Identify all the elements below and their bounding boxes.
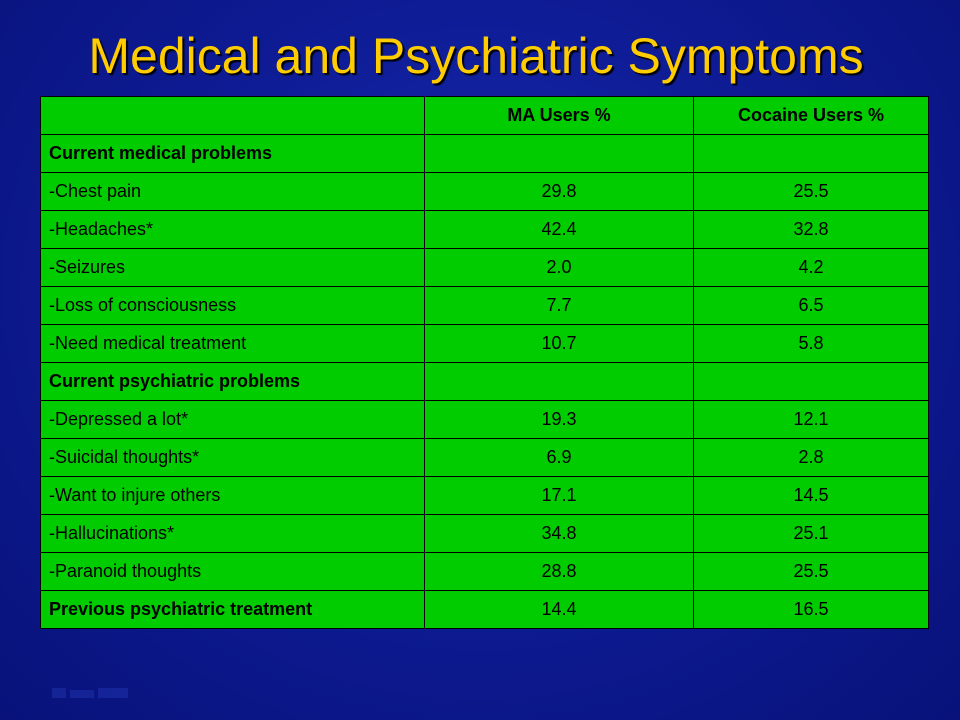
table-row (41, 439, 929, 477)
row-label: -Seizures (41, 249, 425, 287)
table-row (41, 173, 929, 211)
cocaine-value: 2.8 (694, 439, 929, 477)
ma-value: 6.9 (425, 439, 694, 477)
ma-value: 34.8 (425, 515, 694, 553)
cocaine-value: 32.8 (694, 211, 929, 249)
table-row (41, 553, 929, 591)
slide-title: Medical and Psychiatric Symptoms (88, 28, 864, 84)
row-label: -Hallucinations* (41, 515, 425, 553)
ma-value: 42.4 (425, 211, 694, 249)
ma-value: 10.7 (425, 325, 694, 363)
row-label: -Loss of consciousness (41, 287, 425, 325)
table-row (41, 363, 929, 401)
cocaine-value: 16.5 (694, 591, 929, 629)
row-label: -Need medical treatment (41, 325, 425, 363)
table-row (41, 135, 929, 173)
cocaine-value (694, 135, 929, 173)
watermark-logo (52, 684, 132, 702)
table-row (41, 477, 929, 515)
header-cell-cocaine-users: Cocaine Users % (694, 97, 929, 135)
symptoms-table (40, 96, 929, 629)
cocaine-value: 25.5 (694, 173, 929, 211)
ma-value: 29.8 (425, 173, 694, 211)
ma-value: 7.7 (425, 287, 694, 325)
row-label: Current medical problems (41, 135, 425, 173)
table-row (41, 591, 929, 629)
table-header-row (41, 97, 929, 135)
ma-value: 14.4 (425, 591, 694, 629)
ma-value: 19.3 (425, 401, 694, 439)
header-cell-label (41, 97, 425, 135)
row-label: -Want to injure others (41, 477, 425, 515)
row-label: -Suicidal thoughts* (41, 439, 425, 477)
row-label: -Chest pain (41, 173, 425, 211)
ma-value: 17.1 (425, 477, 694, 515)
cocaine-value: 6.5 (694, 287, 929, 325)
ma-value: 2.0 (425, 249, 694, 287)
cocaine-value: 5.8 (694, 325, 929, 363)
row-label: -Paranoid thoughts (41, 553, 425, 591)
ma-value (425, 363, 694, 401)
cocaine-value: 14.5 (694, 477, 929, 515)
table-row (41, 287, 929, 325)
cocaine-value: 25.1 (694, 515, 929, 553)
table-row (41, 325, 929, 363)
ma-value (425, 135, 694, 173)
cocaine-value: 25.5 (694, 553, 929, 591)
cocaine-value: 4.2 (694, 249, 929, 287)
row-label: Current psychiatric problems (41, 363, 425, 401)
table-row (41, 249, 929, 287)
ma-value: 28.8 (425, 553, 694, 591)
row-label: -Headaches* (41, 211, 425, 249)
table-row (41, 401, 929, 439)
row-label: -Depressed a lot* (41, 401, 425, 439)
table-row (41, 515, 929, 553)
table-row (41, 211, 929, 249)
header-cell-ma-users: MA Users % (425, 97, 694, 135)
row-label: Previous psychiatric treatment (41, 591, 425, 629)
cocaine-value (694, 363, 929, 401)
cocaine-value: 12.1 (694, 401, 929, 439)
